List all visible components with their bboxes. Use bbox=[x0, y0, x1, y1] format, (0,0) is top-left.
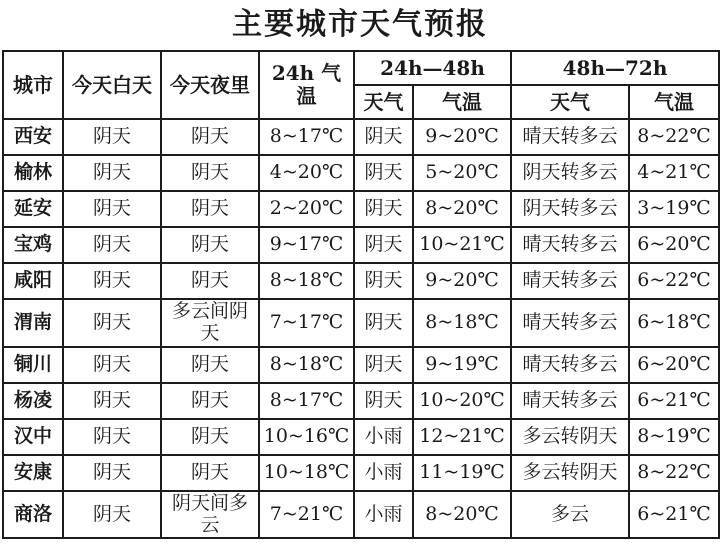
weather-24-48-cell: 阴天 bbox=[354, 119, 413, 155]
temp-24-48-cell: 10~21℃ bbox=[413, 227, 511, 263]
table-body bbox=[3, 119, 719, 538]
table-row bbox=[3, 419, 719, 455]
city-cell: 宝鸡 bbox=[3, 227, 63, 263]
table-row bbox=[3, 491, 719, 539]
weather-48-72-cell: 晴天转多云 bbox=[511, 383, 629, 419]
today-night-cell: 阴天 bbox=[161, 227, 259, 263]
temp-24-48-cell: 8~20℃ bbox=[413, 191, 511, 227]
table-row bbox=[3, 155, 719, 191]
weather-24-48-cell: 小雨 bbox=[354, 419, 413, 455]
city-cell: 安康 bbox=[3, 455, 63, 491]
weather-24-48-cell: 小雨 bbox=[354, 491, 413, 539]
temp-48-72-cell: 3~19℃ bbox=[629, 191, 719, 227]
header-city: 城市 bbox=[3, 51, 63, 119]
header-today-night: 今天夜里 bbox=[161, 51, 259, 119]
temp-24-48-cell: 5~20℃ bbox=[413, 155, 511, 191]
today-night-cell: 多云间阴天 bbox=[161, 299, 259, 347]
header-row-1 bbox=[3, 51, 719, 85]
header-temp-24h: 24h 气温 bbox=[259, 51, 354, 119]
today-night-cell: 阴天 bbox=[161, 191, 259, 227]
weather-forecast-table bbox=[2, 50, 720, 539]
weather-24-48-cell: 阴天 bbox=[354, 227, 413, 263]
today-day-cell: 阴天 bbox=[63, 419, 161, 455]
temp-24-48-cell: 8~18℃ bbox=[413, 299, 511, 347]
today-night-cell: 阴天 bbox=[161, 119, 259, 155]
temp-24h-cell: 9~17℃ bbox=[259, 227, 354, 263]
temp-48-72-cell: 6~21℃ bbox=[629, 383, 719, 419]
weather-24-48-cell: 阴天 bbox=[354, 347, 413, 383]
weather-48-72-cell: 多云转阴天 bbox=[511, 419, 629, 455]
weather-24-48-cell: 小雨 bbox=[354, 455, 413, 491]
weather-24-48-cell: 阴天 bbox=[354, 191, 413, 227]
table-row bbox=[3, 191, 719, 227]
temp-48-72-cell: 8~22℃ bbox=[629, 455, 719, 491]
today-night-cell: 阴天间多云 bbox=[161, 491, 259, 539]
header-temp-24-48: 气温 bbox=[413, 85, 511, 119]
city-cell: 杨凌 bbox=[3, 383, 63, 419]
temp-48-72-cell: 6~21℃ bbox=[629, 491, 719, 539]
temp-24h-cell: 8~18℃ bbox=[259, 263, 354, 299]
header-weather-24-48: 天气 bbox=[354, 85, 413, 119]
table-row bbox=[3, 119, 719, 155]
today-night-cell: 阴天 bbox=[161, 419, 259, 455]
table-row bbox=[3, 227, 719, 263]
temp-48-72-cell: 6~18℃ bbox=[629, 299, 719, 347]
temp-24-48-cell: 10~20℃ bbox=[413, 383, 511, 419]
table-row bbox=[3, 263, 719, 299]
temp-24-48-cell: 9~20℃ bbox=[413, 119, 511, 155]
city-cell: 商洛 bbox=[3, 491, 63, 539]
table-row bbox=[3, 347, 719, 383]
weather-48-72-cell: 晴天转多云 bbox=[511, 227, 629, 263]
today-day-cell: 阴天 bbox=[63, 119, 161, 155]
temp-24-48-cell: 9~20℃ bbox=[413, 263, 511, 299]
city-cell: 汉中 bbox=[3, 419, 63, 455]
weather-48-72-cell: 多云 bbox=[511, 491, 629, 539]
weather-48-72-cell: 阴天转多云 bbox=[511, 191, 629, 227]
temp-48-72-cell: 6~20℃ bbox=[629, 227, 719, 263]
weather-24-48-cell: 阴天 bbox=[354, 299, 413, 347]
temp-24h-cell: 8~17℃ bbox=[259, 383, 354, 419]
header-temp-48-72: 气温 bbox=[629, 85, 719, 119]
temp-48-72-cell: 8~22℃ bbox=[629, 119, 719, 155]
temp-24-48-cell: 9~19℃ bbox=[413, 347, 511, 383]
weather-48-72-cell: 晴天转多云 bbox=[511, 119, 629, 155]
today-day-cell: 阴天 bbox=[63, 155, 161, 191]
temp-48-72-cell: 4~21℃ bbox=[629, 155, 719, 191]
today-day-cell: 阴天 bbox=[63, 491, 161, 539]
temp-24-48-cell: 12~21℃ bbox=[413, 419, 511, 455]
city-cell: 榆林 bbox=[3, 155, 63, 191]
temp-24h-cell: 8~17℃ bbox=[259, 119, 354, 155]
weather-48-72-cell: 晴天转多云 bbox=[511, 299, 629, 347]
temp-24h-cell: 7~17℃ bbox=[259, 299, 354, 347]
header-today-day: 今天白天 bbox=[63, 51, 161, 119]
today-day-cell: 阴天 bbox=[63, 263, 161, 299]
today-night-cell: 阴天 bbox=[161, 263, 259, 299]
table-row bbox=[3, 455, 719, 491]
temp-48-72-cell: 8~19℃ bbox=[629, 419, 719, 455]
city-cell: 咸阳 bbox=[3, 263, 63, 299]
page-title: 主要城市天气预报 bbox=[232, 7, 488, 42]
temp-24h-cell: 8~18℃ bbox=[259, 347, 354, 383]
table-row bbox=[3, 299, 719, 347]
city-cell: 延安 bbox=[3, 191, 63, 227]
temp-24h-cell: 7~21℃ bbox=[259, 491, 354, 539]
today-night-cell: 阴天 bbox=[161, 155, 259, 191]
weather-48-72-cell: 晴天转多云 bbox=[511, 263, 629, 299]
today-day-cell: 阴天 bbox=[63, 299, 161, 347]
header-group-48-72: 48h—72h bbox=[511, 51, 719, 85]
today-day-cell: 阴天 bbox=[63, 383, 161, 419]
city-cell: 西安 bbox=[3, 119, 63, 155]
today-night-cell: 阴天 bbox=[161, 383, 259, 419]
header-group-24-48: 24h—48h bbox=[354, 51, 511, 85]
today-day-cell: 阴天 bbox=[63, 347, 161, 383]
weather-24-48-cell: 阴天 bbox=[354, 155, 413, 191]
today-day-cell: 阴天 bbox=[63, 191, 161, 227]
today-day-cell: 阴天 bbox=[63, 227, 161, 263]
table-header bbox=[3, 51, 719, 119]
city-cell: 渭南 bbox=[3, 299, 63, 347]
temp-24h-cell: 10~18℃ bbox=[259, 455, 354, 491]
temp-24-48-cell: 11~19℃ bbox=[413, 455, 511, 491]
header-weather-48-72: 天气 bbox=[511, 85, 629, 119]
temp-24h-cell: 2~20℃ bbox=[259, 191, 354, 227]
city-cell: 铜川 bbox=[3, 347, 63, 383]
table-row bbox=[3, 383, 719, 419]
weather-48-72-cell: 多云转阴天 bbox=[511, 455, 629, 491]
weather-48-72-cell: 晴天转多云 bbox=[511, 347, 629, 383]
weather-48-72-cell: 阴天转多云 bbox=[511, 155, 629, 191]
today-night-cell: 阴天 bbox=[161, 347, 259, 383]
temp-24-48-cell: 8~20℃ bbox=[413, 491, 511, 539]
weather-24-48-cell: 阴天 bbox=[354, 383, 413, 419]
temp-24h-cell: 10~16℃ bbox=[259, 419, 354, 455]
today-day-cell: 阴天 bbox=[63, 455, 161, 491]
temp-48-72-cell: 6~22℃ bbox=[629, 263, 719, 299]
temp-48-72-cell: 6~20℃ bbox=[629, 347, 719, 383]
temp-24h-cell: 4~20℃ bbox=[259, 155, 354, 191]
today-night-cell: 阴天 bbox=[161, 455, 259, 491]
weather-24-48-cell: 阴天 bbox=[354, 263, 413, 299]
